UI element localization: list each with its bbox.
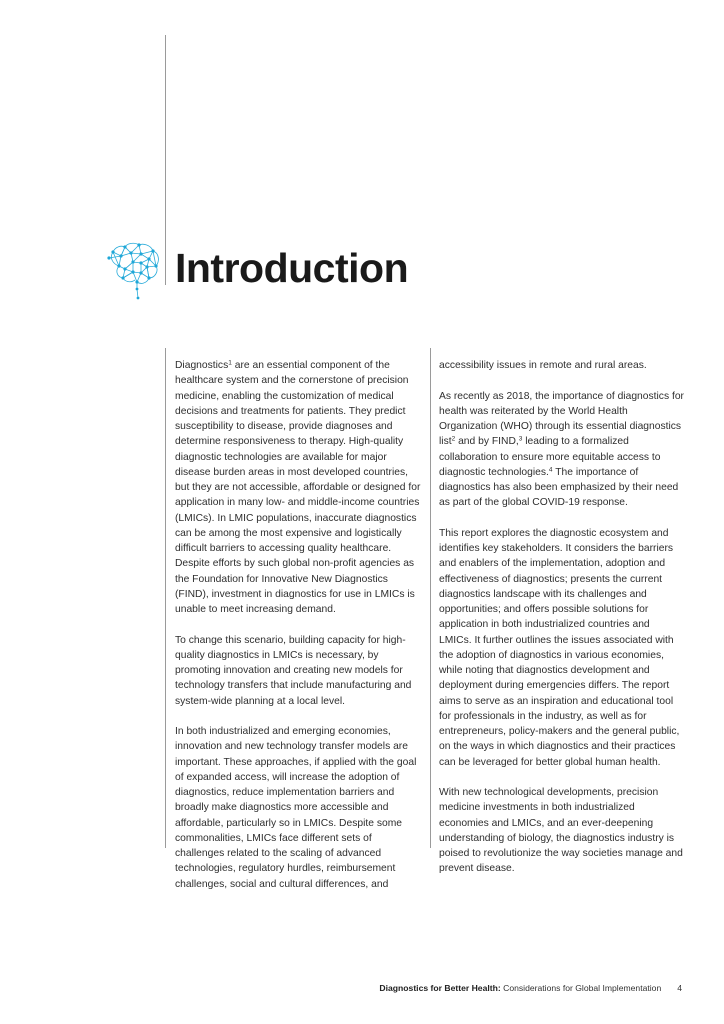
footer-report-title: Diagnostics for Better Health: xyxy=(379,983,501,993)
body-paragraph xyxy=(175,358,421,617)
text-run: As recently as 2018, the importance of diagnostics for health was reiterated by the World Health Organization (WHO) through its essential diagnostics list xyxy=(439,390,684,448)
body-paragraph xyxy=(439,389,685,511)
column-rule-left xyxy=(165,348,166,848)
body-paragraph xyxy=(439,358,685,373)
footer-subtitle: Considerations for Global Implementation xyxy=(500,983,662,993)
text-run: and by FIND, xyxy=(455,436,519,448)
body-column-right xyxy=(439,358,685,892)
body-paragraph xyxy=(439,785,685,877)
text-run: accessibility issues in remote and rural areas. xyxy=(439,360,647,371)
footnote-ref[interactable]: 4 xyxy=(548,466,553,474)
text-run: are an essential component of the healthcare system and the cornerstone of precision medicine, enabling the customization of medical decisions and treatments for patients. They predict susceptibility to disease, provide diagnoses and determine responsiveness to therapy. High-quality diagnostic technologies are available for major disease burden areas in most developed countries, but they are not accessible, affordable or designed for application in many low- and middle-income countries (LMICs). In LMIC populations, inaccurate diagnostics can be among the most expensive and logistically difficult barriers to accessing quality healthcare. Despite efforts by such global non-profit agencies as the Foundation for Innovative New Diagnostics (FIND), investment in diagnostics for use in LMICs is unable to meet increasing demand. xyxy=(175,360,421,615)
page-footer xyxy=(379,983,682,993)
column-rule-right xyxy=(430,348,431,848)
body-column-left xyxy=(175,358,421,907)
text-run: In both industrialized and emerging economies, innovation and new technology transfer models are important. These approaches, if applied with the goal of expanded access, will increase the adoption of diagnostics, reduce implementation barriers and broadly make diagnostics more accessible and affordable, particularly so in LMICs. Despite some commonalities, LMICs face different sets of challenges related to the scaling of advanced technologies, regulatory hurdles, reimbursement challenges, social and cultural differences, and xyxy=(175,726,417,890)
footnote-ref[interactable]: 3 xyxy=(518,435,523,443)
text-run: To change this scenario, building capacity for high-quality diagnostics in LMICs is necessary, by promoting innovation and creating new models for technology transfers that include manufacturing and system-wide planning at a local level. xyxy=(175,634,412,707)
body-paragraph xyxy=(175,724,421,892)
text-run: This report explores the diagnostic ecosystem and identifies key stakeholders. It considers the barriers and enablers of the implementation, adoption and effectiveness of diagnostics; presents the current diagnostics landscape with its challenges and opportunities; and offers possible solutions for application in both industrialized countries and LMICs. It further outlines the issues associated with the adoption of diagnostics in various economies, while noting that diagnostics development and deployment during emergencies differs. The report aims to serve as an inspiration and educational tool for professionals in the industry, as well as for entrepreneurs, policy-makers and the general public, on the ways in which diagnostics and their practices can be leveraged for better global human health. xyxy=(439,527,680,768)
footnote-ref[interactable]: 1 xyxy=(228,359,232,367)
text-run: The importance of diagnostics has also been emphasized by their need as part of the global COVID-19 response. xyxy=(439,466,679,509)
page-number: 4 xyxy=(677,983,682,993)
footnote-ref[interactable]: 2 xyxy=(451,435,456,443)
text-run: With new technological developments, precision medicine investments in both industrialized economies and LMICs, and an ever-deepening understanding of biology, the diagnostics industry is poised to revolutionize the way societies manage and prevent disease. xyxy=(439,787,683,875)
brain-network-icon xyxy=(105,242,161,300)
body-paragraph xyxy=(439,526,685,770)
margin-rule-top xyxy=(165,35,166,285)
text-run: Diagnostics xyxy=(175,360,229,371)
page-title: Introduction xyxy=(175,245,409,291)
body-paragraph xyxy=(175,633,421,709)
text-run: leading to a formalized collaboration to ensure more equitable access to diagnostic technologies. xyxy=(439,436,661,478)
